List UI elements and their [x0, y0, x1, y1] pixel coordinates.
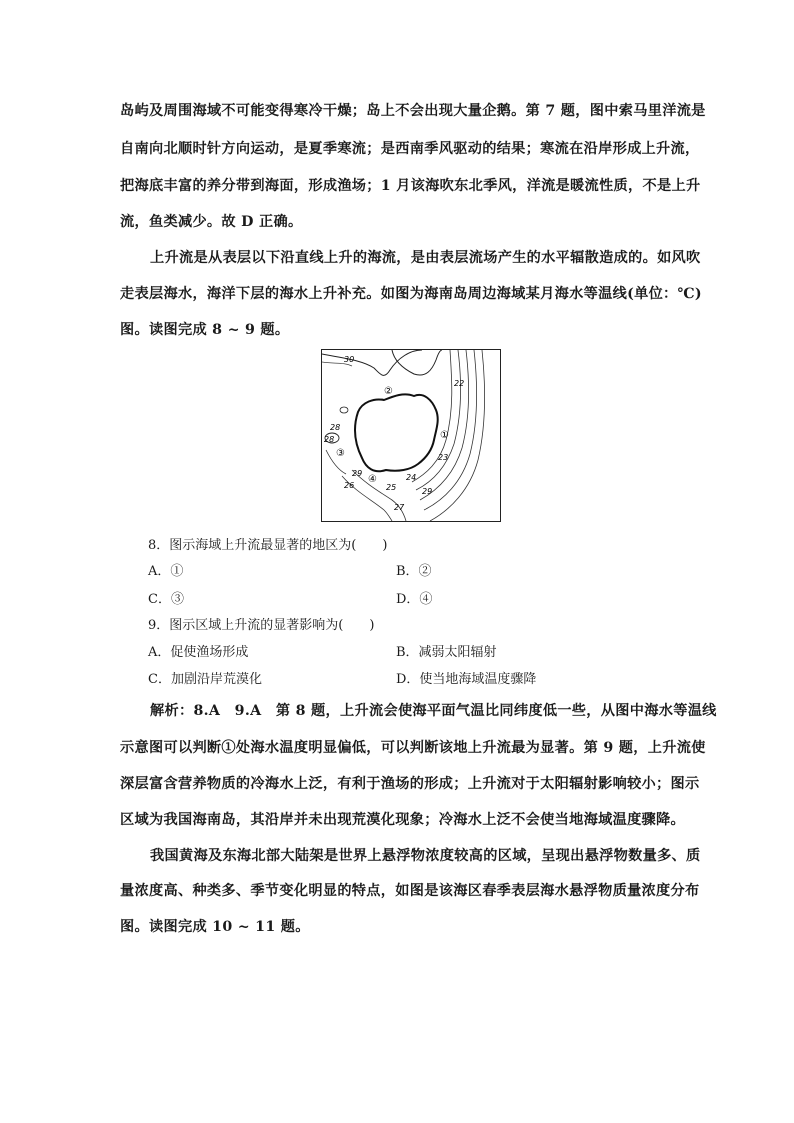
paragraph1-line-2: 自南向北顺时针方向运动，是夏季寒流；是西南季风驱动的结果；寒流在沿岸形成上升流，	[120, 141, 700, 157]
islet-north	[340, 407, 348, 413]
label-26: 26	[344, 481, 355, 490]
question9-option-b: B．减弱太阳辐射	[396, 645, 497, 660]
paragraph3-line-3: 图。读图完成 10 ~ 11 题。	[120, 919, 310, 935]
isotherm-map	[322, 350, 500, 521]
label-29: 29	[422, 487, 433, 496]
label-25: 25	[386, 483, 397, 492]
paragraph2-line-2: 走表层海水，海洋下层的海水上升补充。如图为海南岛周边海域某月海水等温线(单位：℃)	[120, 286, 702, 302]
analysis-line-1: 解析：8.A 9.A 第 8 题，上升流会使海平面气温比同纬度低一些，从图中海水等温线	[150, 703, 717, 719]
label-22: 22	[454, 379, 465, 388]
bay-coast	[392, 350, 442, 375]
question8-option-c: C．③	[148, 592, 184, 607]
analysis-line-3: 深层富含营养物质的冷海水上泛，有利于渔场的形成；上升流对于太阳辐射影响较小；图示	[120, 776, 700, 792]
question9-option-c: C．加剧沿岸荒漠化	[148, 672, 262, 687]
label-27: 27	[394, 503, 405, 512]
marker-4: ④	[368, 474, 377, 485]
question8-option-d: D．④	[396, 592, 433, 607]
isotherm-map-figure	[321, 349, 501, 522]
question9-option-d: D．使当地海域温度骤降	[396, 672, 537, 687]
marker-3: ③	[336, 448, 345, 459]
question9-option-a: A．促使渔场形成	[148, 645, 249, 660]
label-28-west: 28	[324, 435, 335, 444]
label-28-nw: 28	[330, 423, 341, 432]
analysis-line-4: 区域为我国海南岛，其沿岸并未出现荒漠化现象；冷海水上泛不会使当地海域温度骤降。	[120, 812, 686, 828]
paragraph2-line-3: 图。读图完成 8 ~ 9 题。	[120, 322, 290, 338]
question8-stem: 8．图示海域上升流最显著的地区为( )	[148, 538, 388, 553]
paragraph1-line-3: 把海底丰富的养分带到海面，形成渔场；1 月该海吹东北季风，洋流是暖流性质，不是上升	[120, 178, 701, 194]
label-24: 24	[406, 473, 417, 482]
mainland-coast	[322, 350, 422, 375]
paragraph2-line-1: 上升流是从表层以下沿直线上升的海流，是由表层流场产生的水平辐散造成的。如风吹	[150, 250, 701, 266]
label-30: 30	[344, 355, 355, 364]
paragraph1-line-1: 岛屿及周围海域不可能变得寒冷干燥；岛上不会出现大量企鹅。第 7 题，图中索马里洋流是	[120, 103, 706, 119]
label-29-sw: 29	[352, 469, 363, 478]
paragraph1-line-4: 流，鱼类减少。故 D 正确。	[120, 214, 303, 230]
paragraph3-line-2: 量浓度高、种类多、季节变化明显的特点，如图是该海区春季表层海水悬浮物质量浓度分布	[120, 883, 700, 899]
marker-2: ②	[384, 386, 393, 397]
question8-option-a: A．①	[148, 564, 184, 579]
hainan-island	[355, 394, 438, 471]
analysis-line-2: 示意图可以判断①处海水温度明显偏低，可以判断该地上升流最为显著。第 9 题，上升流使	[120, 740, 706, 756]
paragraph3-line-1: 我国黄海及东海北部大陆架是世界上悬浮物浓度较高的区域，呈现出悬浮物数量多、质	[150, 848, 701, 864]
question8-option-b: B．②	[396, 564, 432, 579]
label-23: 23	[438, 453, 449, 462]
question9-stem: 9．图示区域上升流的显著影响为( )	[148, 618, 375, 633]
marker-1: ①	[440, 430, 449, 441]
